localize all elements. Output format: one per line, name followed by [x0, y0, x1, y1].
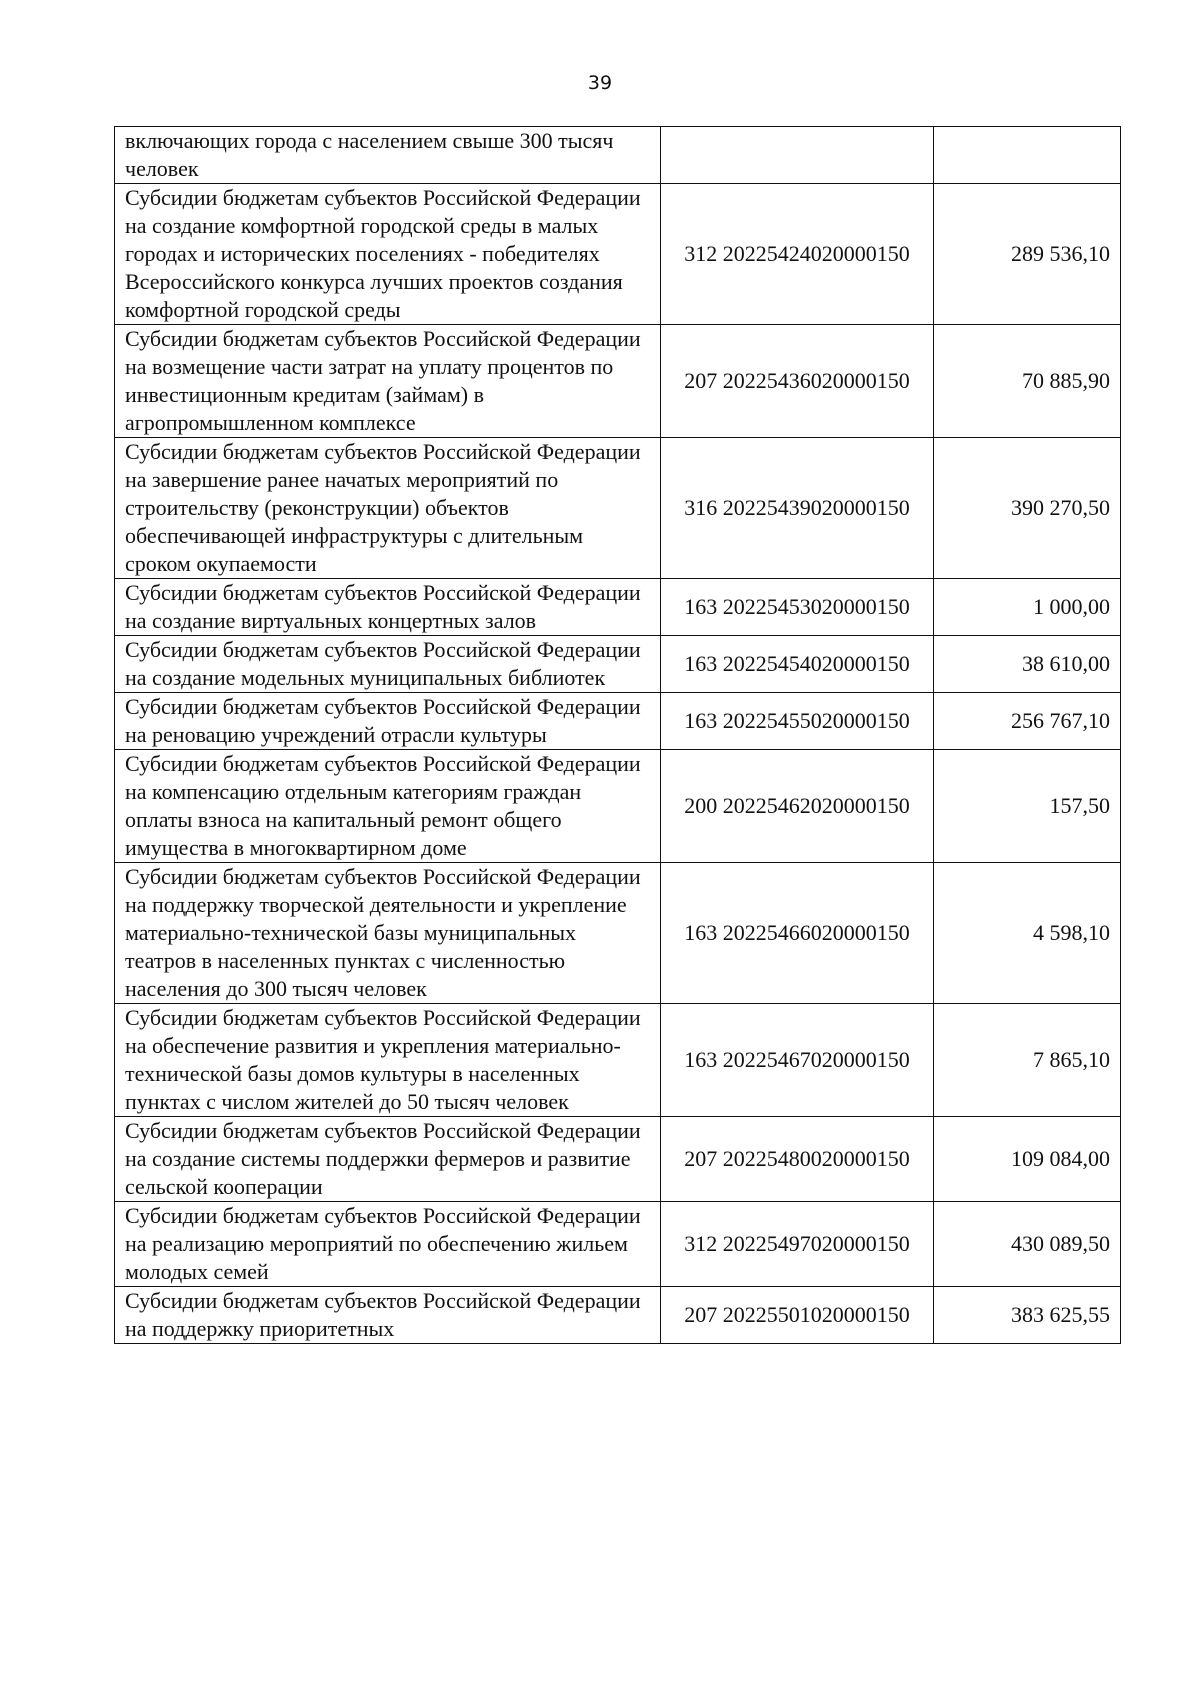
row-amount: 430 089,50 [934, 1202, 1121, 1287]
table-row [115, 863, 1121, 1004]
row-amount: 256 767,10 [934, 693, 1121, 750]
row-code [661, 127, 934, 184]
row-code: 163 20225466020000150 [661, 863, 934, 1004]
row-code: 207 20225436020000150 [661, 325, 934, 438]
table-row [115, 1117, 1121, 1202]
row-amount: 1 000,00 [934, 579, 1121, 636]
budget-table-body [115, 127, 1121, 1344]
row-code: 163 20225454020000150 [661, 636, 934, 693]
row-code: 207 20225501020000150 [661, 1287, 934, 1344]
row-amount: 157,50 [934, 750, 1121, 863]
row-description: Субсидии бюджетам субъектов Российской Федерации на создание модельных муниципальных библиотек [115, 636, 661, 693]
row-code: 163 20225453020000150 [661, 579, 934, 636]
row-description: Субсидии бюджетам субъектов Российской Федерации на компенсацию отдельным категориям граждан оплаты взноса на капитальный ремонт общего имущества в многоквартирном доме [115, 750, 661, 863]
row-description: Субсидии бюджетам субъектов Российской Федерации на реализацию мероприятий по обеспечению жильем молодых семей [115, 1202, 661, 1287]
row-description: включающих города с населением свыше 300 тысяч человек [115, 127, 661, 184]
table-row [115, 127, 1121, 184]
row-description: Субсидии бюджетам субъектов Российской Федерации на завершение ранее начатых мероприятий по строительству (реконструкции) объектов обеспечивающей инфраструктуры с длительным сроком окупаемости [115, 438, 661, 579]
table-row [115, 636, 1121, 693]
row-description: Субсидии бюджетам субъектов Российской Федерации на создание виртуальных концертных залов [115, 579, 661, 636]
page-number: 39 [587, 72, 613, 94]
table-row [115, 1004, 1121, 1117]
row-amount: 390 270,50 [934, 438, 1121, 579]
row-code: 163 20225455020000150 [661, 693, 934, 750]
row-description: Субсидии бюджетам субъектов Российской Федерации на обеспечение развития и укрепления материально-технической базы домов культуры в населенных пунктах с числом жителей до 50 тысяч человек [115, 1004, 661, 1117]
row-code: 312 20225497020000150 [661, 1202, 934, 1287]
row-amount: 70 885,90 [934, 325, 1121, 438]
row-description: Субсидии бюджетам субъектов Российской Федерации на создание системы поддержки фермеров и развитие сельской кооперации [115, 1117, 661, 1202]
row-amount [934, 127, 1121, 184]
table-row [115, 1202, 1121, 1287]
table-row [115, 579, 1121, 636]
row-code: 207 20225480020000150 [661, 1117, 934, 1202]
table-row [115, 325, 1121, 438]
table-row [115, 693, 1121, 750]
row-amount: 38 610,00 [934, 636, 1121, 693]
row-description: Субсидии бюджетам субъектов Российской Федерации на поддержку приоритетных [115, 1287, 661, 1344]
row-description: Субсидии бюджетам субъектов Российской Федерации на возмещение части затрат на уплату процентов по инвестиционным кредитам (займам) в агропромышленном комплексе [115, 325, 661, 438]
row-amount: 7 865,10 [934, 1004, 1121, 1117]
row-description: Субсидии бюджетам субъектов Российской Федерации на поддержку творческой деятельности и укрепление материально-технической базы муниципальных театров в населенных пунктах с численностью населения до 300 тысяч человек [115, 863, 661, 1004]
row-amount: 109 084,00 [934, 1117, 1121, 1202]
row-amount: 383 625,55 [934, 1287, 1121, 1344]
budget-table [114, 126, 1121, 1344]
table-row [115, 438, 1121, 579]
row-amount: 289 536,10 [934, 184, 1121, 325]
table-row [115, 1287, 1121, 1344]
row-code: 312 20225424020000150 [661, 184, 934, 325]
table-row [115, 184, 1121, 325]
row-code: 316 20225439020000150 [661, 438, 934, 579]
row-amount: 4 598,10 [934, 863, 1121, 1004]
row-description: Субсидии бюджетам субъектов Российской Федерации на реновацию учреждений отрасли культуры [115, 693, 661, 750]
row-code: 200 20225462020000150 [661, 750, 934, 863]
row-code: 163 20225467020000150 [661, 1004, 934, 1117]
row-description: Субсидии бюджетам субъектов Российской Федерации на создание комфортной городской среды в малых городах и исторических поселениях - победителях Всероссийского конкурса лучших проектов создания комфортной городской среды [115, 184, 661, 325]
table-row [115, 750, 1121, 863]
